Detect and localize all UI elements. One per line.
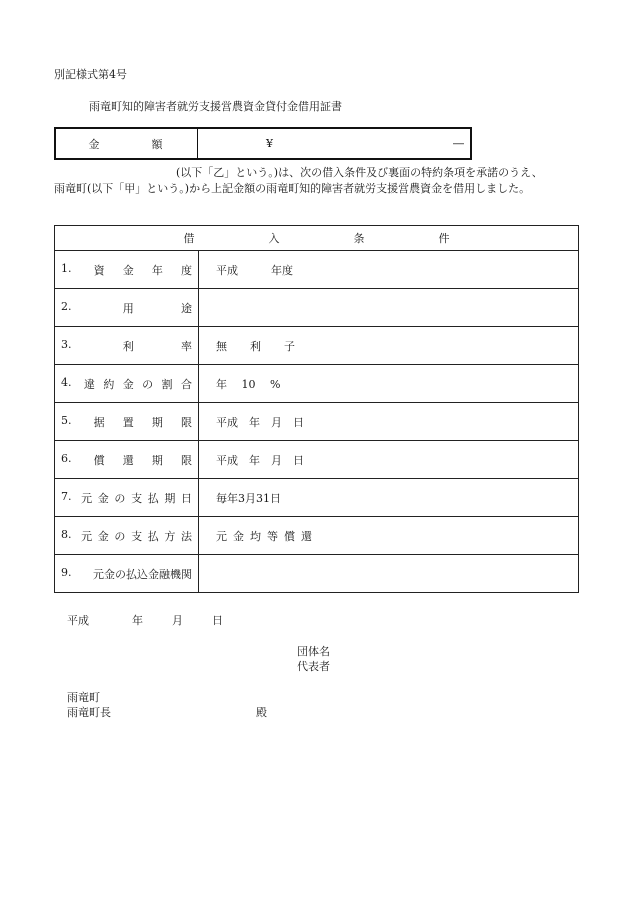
condition-label-char: 元: [81, 529, 93, 543]
condition-label-cell: [55, 441, 199, 479]
amount-box: [54, 127, 472, 160]
header-char: 件: [438, 232, 450, 245]
condition-label-char: 元金の払込金融機関: [93, 567, 192, 581]
addressee-mayor: 雨竜町長: [67, 706, 111, 719]
representative-label: 代表者: [297, 660, 330, 673]
condition-value-cell: [199, 365, 579, 403]
condition-label-char: 期: [164, 491, 176, 505]
condition-row: [55, 251, 579, 289]
header-char: 条: [353, 232, 365, 245]
condition-label-char: の: [142, 377, 154, 391]
conditions-header: [55, 226, 579, 251]
condition-value-cell: [199, 479, 579, 517]
condition-label-char: 率: [181, 339, 192, 353]
condition-row: [55, 517, 579, 555]
condition-label-char: 約: [103, 377, 115, 391]
addressee-town: 雨竜町: [67, 691, 100, 704]
condition-label-cell: [55, 289, 199, 327]
condition-label-char: 据: [93, 415, 105, 429]
condition-label-char: 途: [181, 301, 192, 315]
condition-label-char: 金: [122, 263, 134, 277]
condition-label-cell: [55, 327, 199, 365]
condition-label-char: 金: [97, 491, 109, 505]
condition-value: 無 利 子: [216, 339, 301, 353]
condition-value-cell: [199, 403, 579, 441]
condition-number: 3.: [61, 337, 72, 351]
addressee-honorific: 殿: [256, 706, 267, 719]
form-number: 別記様式第4号: [54, 68, 127, 81]
condition-label-char: 法: [180, 529, 192, 543]
condition-value-cell: [199, 517, 579, 555]
condition-label-char: の: [114, 529, 126, 543]
document-title: 雨竜町知的障害者就労支援営農資金貸付金借用証書: [89, 100, 342, 113]
condition-value: 平成 年 月 日: [216, 415, 304, 429]
date-year: 年: [132, 614, 143, 627]
condition-value-cell: [199, 441, 579, 479]
amount-label-char: 額: [151, 137, 165, 151]
condition-label-char: 割: [161, 377, 173, 391]
condition-label-char: 払: [147, 491, 159, 505]
condition-label-char: 利: [122, 339, 134, 353]
condition-label-char: 償: [93, 453, 105, 467]
condition-label-char: 違: [83, 377, 95, 391]
condition-label-char: 支: [131, 529, 143, 543]
conditions-table: [54, 225, 579, 593]
condition-number: 6.: [61, 451, 72, 465]
condition-value-cell: [199, 251, 579, 289]
condition-label-char: 日: [180, 491, 192, 505]
condition-label-char: 期: [151, 415, 163, 429]
amount-currency: ¥: [266, 137, 273, 150]
condition-row: [55, 289, 579, 327]
condition-label-char: 限: [181, 415, 192, 429]
condition-number: 5.: [61, 413, 72, 427]
condition-label-char: 年: [151, 263, 163, 277]
condition-number: 1.: [61, 261, 72, 275]
amount-dash: ―: [453, 137, 464, 150]
condition-label-cell: [55, 479, 199, 517]
condition-label-char: 置: [122, 415, 134, 429]
amount-label: [56, 129, 198, 158]
condition-label-cell: [55, 555, 199, 593]
condition-number: 9.: [61, 565, 72, 579]
condition-label-cell: [55, 517, 199, 555]
condition-label-char: 限: [181, 453, 192, 467]
body-text-line: (以下「乙」という。)は、次の借入条件及び裏面の特約条項を承諾のうえ、: [176, 166, 543, 179]
condition-number: 4.: [61, 375, 72, 389]
date-day: 日: [212, 614, 223, 627]
condition-value: 平成 年度: [216, 263, 293, 277]
condition-label-cell: [55, 251, 199, 289]
condition-value: 平成 年 月 日: [216, 453, 304, 467]
condition-row: [55, 555, 579, 593]
condition-label-char: 金: [97, 529, 109, 543]
condition-row: [55, 479, 579, 517]
amount-label-char: 金: [88, 137, 102, 151]
condition-value: 年 10 %: [216, 377, 281, 391]
condition-row: [55, 365, 579, 403]
condition-label-char: 資: [93, 263, 105, 277]
condition-number: 7.: [61, 489, 72, 503]
condition-label-char: 支: [131, 491, 143, 505]
condition-label-char: 払: [147, 529, 159, 543]
condition-value: 毎年3月31日: [216, 491, 281, 505]
condition-number: 8.: [61, 527, 72, 541]
condition-label-char: 度: [181, 263, 192, 277]
condition-value-cell: [199, 555, 579, 593]
condition-row: [55, 327, 579, 365]
condition-value-cell: [199, 327, 579, 365]
org-name-label: 団体名: [297, 645, 330, 658]
condition-label-char: 元: [81, 491, 93, 505]
header-char: 借: [183, 232, 195, 245]
conditions-header-row: [55, 226, 579, 251]
header-char: 入: [268, 232, 280, 245]
condition-label-char: の: [114, 491, 126, 505]
date-line: [67, 612, 223, 628]
body-text-line: 雨竜町(以下「甲」という。)から上記金額の雨竜町知的障害者就労支援営農資金を借用しました。: [54, 182, 531, 195]
date-month: 月: [172, 614, 183, 627]
condition-label-char: 合: [180, 377, 192, 391]
condition-label-char: 金: [122, 377, 134, 391]
condition-number: 2.: [61, 299, 72, 313]
condition-row: [55, 441, 579, 479]
condition-value-cell: [199, 289, 579, 327]
condition-label-cell: [55, 403, 199, 441]
condition-value: 元金均等償還: [216, 529, 318, 543]
condition-label-char: 期: [151, 453, 163, 467]
condition-label-cell: [55, 365, 199, 403]
condition-label-char: 用: [122, 301, 134, 315]
condition-label-char: 方: [164, 529, 176, 543]
date-era: 平成: [67, 614, 89, 627]
condition-label-char: 還: [122, 453, 134, 467]
condition-row: [55, 403, 579, 441]
